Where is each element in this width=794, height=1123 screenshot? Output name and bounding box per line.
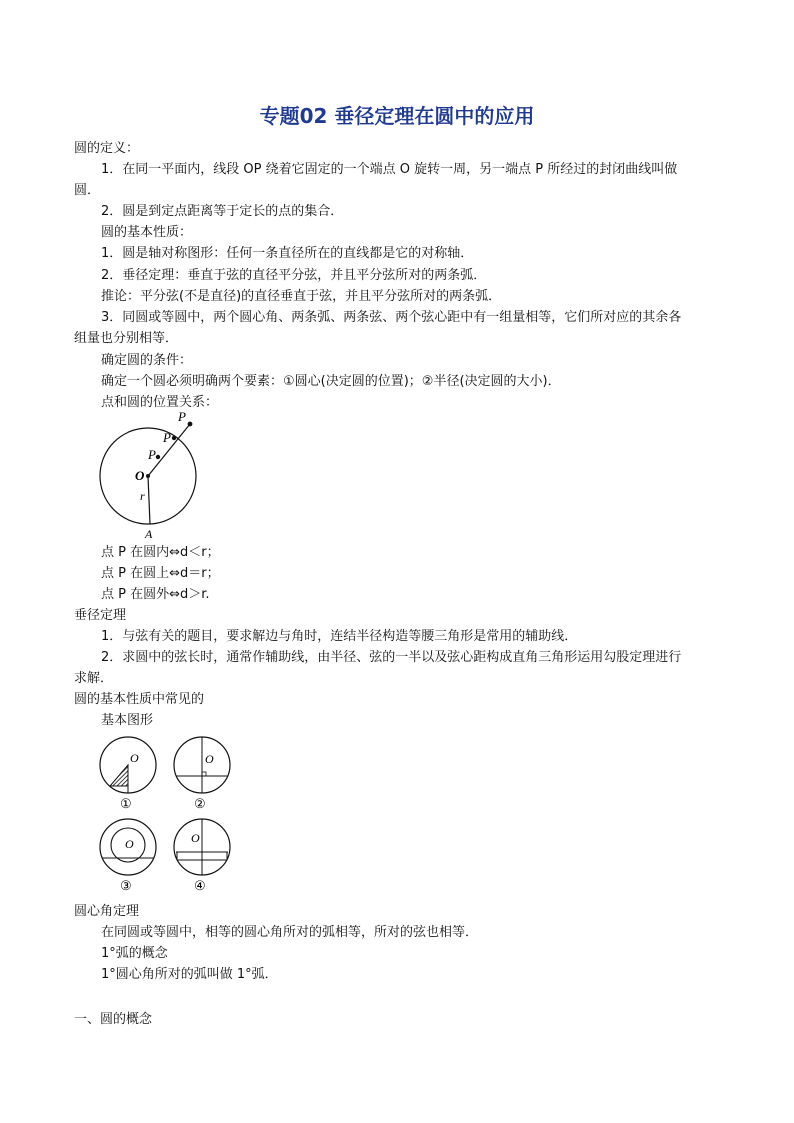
label-p-outside: P: [178, 409, 186, 424]
position-heading: 点和圆的位置关系：: [101, 395, 219, 410]
basic-figure-2-label: ②: [194, 796, 206, 811]
chord-theorem-heading: 垂径定理: [74, 608, 127, 623]
label-p-on: P: [163, 430, 171, 445]
basic-figure-3-label: ③: [120, 878, 132, 893]
degree-arc-text: 1°圆心角所对的弧叫做 1°弧．: [101, 967, 278, 982]
definition-item-1-line-2: 圆．: [74, 183, 101, 198]
basic-figure-1-label: ①: [120, 796, 132, 811]
label-p-inside: P: [148, 447, 156, 462]
section-1-heading: 一、圆的概念: [74, 1012, 153, 1027]
page-title: 专题02 垂径定理在圆中的应用: [259, 104, 535, 128]
basic-figures-heading: 圆的基本性质中常见的: [74, 692, 205, 707]
position-inside: 点 P 在圆内⇔d＜r；: [101, 545, 220, 560]
central-angle-heading: 圆心角定理: [74, 904, 140, 919]
basic-figure-4-label: ④: [194, 878, 206, 893]
properties-item-3-line-2: 组量也分别相等．: [74, 331, 179, 346]
definition-item-2: 2．圆是到定点距离等于定长的点的集合．: [101, 204, 344, 219]
definition-item-1-line-1: 1．在同一平面内，线段 OP 绕着它固定的一个端点 O 旋转一周，另一端点 P 所经过的封闭曲线叫做: [101, 162, 678, 177]
degree-arc-heading: 1°弧的概念: [101, 946, 168, 961]
basic-figure-2: [174, 737, 230, 811]
label-r: r: [140, 489, 145, 503]
determine-text: 确定一个圆必须明确两个要素：①圆心(决定圆的位置)；②半径(决定圆的大小)．: [101, 374, 561, 389]
basic-figure-3-o: O: [125, 837, 134, 851]
determine-heading: 确定圆的条件：: [101, 353, 193, 368]
chord-theorem-item-1: 1．与弦有关的题目，要求解边与角时，连结半径构造等腰三角形是常用的辅助线．: [101, 629, 578, 644]
properties-corollary: 推论：平分弦(不是直径)的直径垂直于弦，并且平分弦所对的两条弧．: [101, 289, 502, 304]
chord-theorem-item-2-line-2: 求解．: [74, 671, 114, 686]
point-circle-position-figure: [92, 408, 207, 543]
label-o: O: [135, 468, 145, 483]
position-outside: 点 P 在圆外⇔d＞r.: [101, 587, 210, 602]
properties-item-1: 1．圆是轴对称图形：任何一条直径所在的直线都是它的对称轴．: [101, 246, 474, 261]
properties-heading: 圆的基本性质：: [101, 225, 193, 240]
basic-figures: [92, 734, 242, 894]
chord-theorem-item-2-line-1: 2．求圆中的弦长时，通常作辅助线，由半径、弦的一半以及弦心距构成直角三角形运用勾股定理进行: [101, 650, 682, 665]
basic-figure-1-o: O: [130, 751, 139, 765]
definition-heading: 圆的定义：: [74, 141, 140, 156]
basic-figure-2-o: O: [205, 752, 214, 766]
central-angle-text: 在同圆或等圆中，相等的圆心角所对的弧相等，所对的弦也相等．: [101, 925, 479, 940]
basic-figures-subheading: 基本图形: [101, 713, 154, 728]
basic-figure-3: [100, 819, 156, 893]
properties-item-2: 2．垂径定理：垂直于弦的直径平分弦，并且平分弦所对的两条弧．: [101, 268, 487, 283]
basic-figure-4: [174, 819, 230, 893]
basic-figure-4-o: O: [191, 831, 200, 845]
position-on: 点 P 在圆上⇔d＝r；: [101, 566, 220, 581]
label-a: A: [145, 527, 153, 541]
properties-item-3-line-1: 3．同圆或等圆中，两个圆心角、两条弧、两条弦、两个弦心距中有一组量相等，它们所对应的其余各: [101, 310, 682, 325]
basic-figure-1: [100, 737, 156, 811]
